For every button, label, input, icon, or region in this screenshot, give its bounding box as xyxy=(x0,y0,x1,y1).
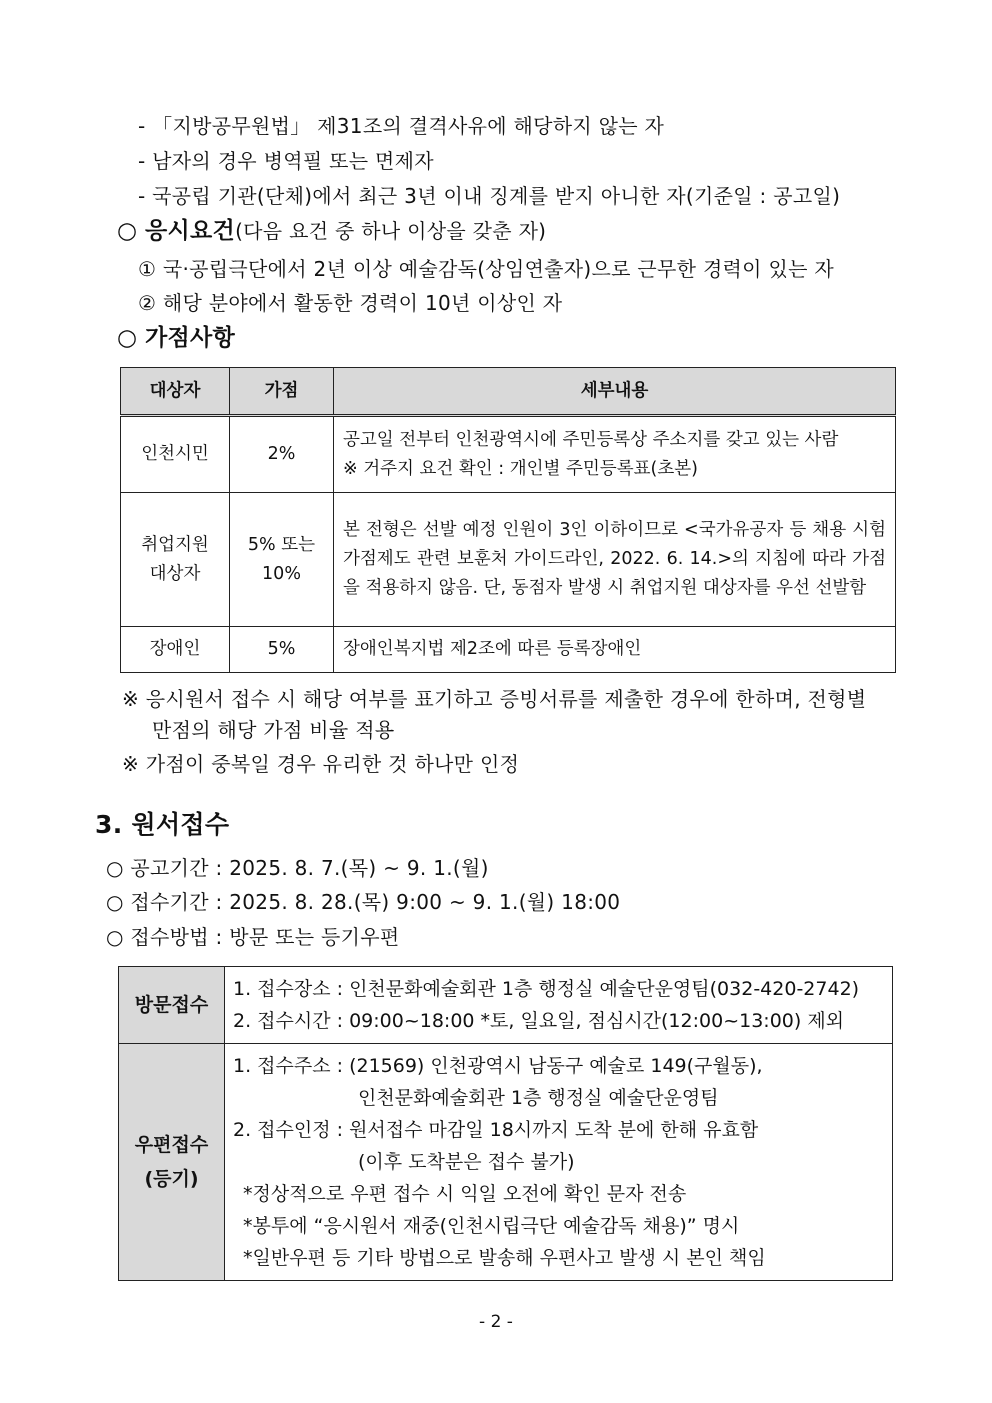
reception-table xyxy=(118,966,893,1281)
points-text: 5% 또는 xyxy=(247,534,316,555)
points-text: 5% xyxy=(267,639,296,659)
details-cell xyxy=(334,416,896,493)
points-text: 10% xyxy=(262,563,301,584)
post-line: 인천문화예술회관 1층 행정실 예술단운영팀 xyxy=(358,1087,719,1109)
post-details xyxy=(225,1044,893,1281)
requirement-item: ① 국·공립극단에서 2년 이상 예술감독(상임연출자)으로 근무한 경력이 있는 자 xyxy=(138,257,834,281)
qualification-item: - 국공립 기관(단체)에서 최근 3년 이내 징계를 받지 아니한 자(기준일 : 공고일) xyxy=(138,184,841,208)
details-note: ※ 거주지 요건 확인 : 개인별 주민등록표(초본) xyxy=(343,458,698,479)
target-cell xyxy=(121,627,230,673)
post-label-text: (등기) xyxy=(144,1168,199,1190)
points-cell xyxy=(230,416,334,493)
bonus-note: ※ 응시원서 접수 시 해당 여부를 표기하고 증빙서류를 제출한 경우에 한하며, 전형별 xyxy=(122,687,867,711)
target-text: 취업지원 xyxy=(141,534,209,555)
visit-label: 방문접수 xyxy=(119,967,225,1044)
target-text: 대상자 xyxy=(149,563,201,584)
circle-bullet-icon: ○ xyxy=(117,218,138,244)
header-points: 가점 xyxy=(230,368,334,416)
post-label-text: 우편접수 xyxy=(134,1134,209,1156)
table-row xyxy=(121,493,896,627)
visit-details xyxy=(225,967,893,1044)
details-text: 본 전형은 선발 예정 인원이 3인 이하이므로 <국가유공자 등 채용 시험 가점제도 관련 보훈처 가이드라인, 2022. 6. 14.>의 지침에 따라 가점을 적용하지 않음. 단, 동점자 발생 시 취업지원 대상자를 우선 선발함 xyxy=(343,520,886,598)
qualification-item: - 「지방공무원법」 제31조의 결격사유에 해당하지 않는 자 xyxy=(138,114,665,138)
reception-info: ○ 접수기간 : 2025. 8. 28.(목) 9:00 ~ 9. 1.(월) 18:00 xyxy=(106,890,621,914)
requirements-title: 응시요건 xyxy=(145,218,236,244)
details-text: 장애인복지법 제2조에 따른 등록장애인 xyxy=(343,639,642,659)
page-number: - 2 - xyxy=(479,1312,513,1332)
visit-line: 1. 접수장소 : 인천문화예술회관 1층 행정실 예술단운영팀(032-420-2742) xyxy=(233,978,860,1000)
circle-bullet-icon: ○ xyxy=(117,325,138,351)
table-row xyxy=(121,416,896,493)
target-cell xyxy=(121,416,230,493)
bonus-note: 만점의 해당 가점 비율 적용 xyxy=(152,718,395,742)
target-text: 장애인 xyxy=(149,639,201,659)
section-title: 3. 원서접수 xyxy=(95,810,230,839)
bonus-table xyxy=(120,367,896,673)
table-row xyxy=(121,627,896,673)
details-cell xyxy=(334,627,896,673)
bonus-heading xyxy=(117,325,235,351)
post-line: 2. 접수인정 : 원서접수 마감일 18시까지 도착 분에 한해 유효함 xyxy=(233,1119,759,1141)
points-cell xyxy=(230,627,334,673)
reception-info: ○ 공고기간 : 2025. 8. 7.(목) ~ 9. 1.(월) xyxy=(106,856,489,880)
table-header-row xyxy=(121,368,896,416)
post-line: *일반우편 등 기타 방법으로 발송해 우편사고 발생 시 본인 책임 xyxy=(243,1247,766,1269)
points-cell xyxy=(230,493,334,627)
reception-info: ○ 접수방법 : 방문 또는 등기우편 xyxy=(106,925,400,949)
table-row xyxy=(119,967,893,1044)
table-row xyxy=(119,1044,893,1281)
bonus-note: ※ 가점이 중복일 경우 유리한 것 하나만 인정 xyxy=(122,752,520,776)
post-label xyxy=(119,1044,225,1281)
post-line: *정상적으로 우편 접수 시 익일 오전에 확인 문자 전송 xyxy=(243,1183,687,1205)
points-text: 2% xyxy=(267,444,296,464)
details-cell xyxy=(334,493,896,627)
target-text: 인천시민 xyxy=(141,444,209,464)
header-details: 세부내용 xyxy=(334,368,896,416)
visit-line: 2. 접수시간 : 09:00~18:00 *토, 일요일, 점심시간(12:00~13:00) 제외 xyxy=(233,1010,845,1032)
post-line: 1. 접수주소 : (21569) 인천광역시 남동구 예술로 149(구월동), xyxy=(233,1055,763,1077)
post-line: (이후 도착분은 접수 불가) xyxy=(358,1151,575,1173)
requirements-heading xyxy=(117,218,546,244)
target-cell xyxy=(121,493,230,627)
qualification-item: - 남자의 경우 병역필 또는 면제자 xyxy=(138,149,434,173)
requirements-subtitle: (다음 요건 중 하나 이상을 갖춘 자) xyxy=(235,219,547,243)
post-line: *봉투에 “응시원서 재중(인천시립극단 예술감독 채용)” 명시 xyxy=(243,1215,740,1237)
details-text: 공고일 전부터 인천광역시에 주민등록상 주소지를 갖고 있는 사람 xyxy=(343,429,839,450)
bonus-title: 가점사항 xyxy=(145,325,236,351)
header-target: 대상자 xyxy=(121,368,230,416)
requirement-item: ② 해당 분야에서 활동한 경력이 10년 이상인 자 xyxy=(138,291,563,315)
